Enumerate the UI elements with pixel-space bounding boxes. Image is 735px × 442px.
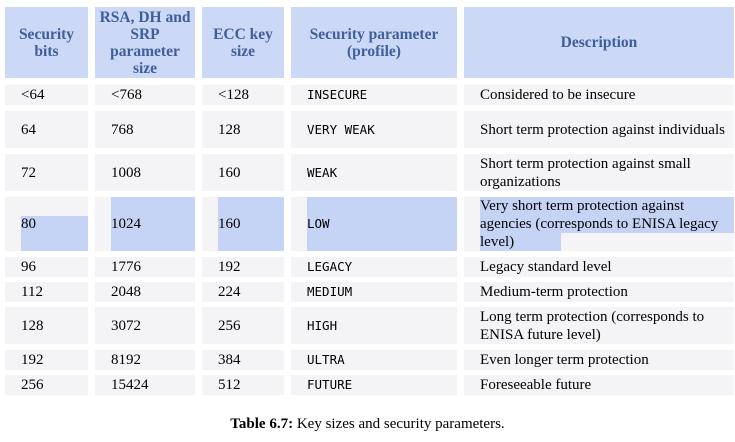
cell-description: Very short term protection against agencies (corresponds to ENISA legacy level) xyxy=(464,197,734,251)
cell-description: Medium-term protection xyxy=(464,282,734,302)
cell-description: Short term protection against small organizations xyxy=(464,154,734,191)
cell-profile: ULTRA xyxy=(291,350,457,370)
cell-profile: HIGH xyxy=(291,307,457,344)
cell-security-bits: 128 xyxy=(5,307,88,344)
header-security-parameter: Security parameter (profile) xyxy=(291,7,457,78)
cell-profile: WEAK xyxy=(291,154,457,191)
cell-profile: INSECURE xyxy=(291,85,457,105)
table-row xyxy=(0,282,735,302)
cell-ecc-size: 192 xyxy=(202,257,284,277)
table-row xyxy=(0,350,735,370)
cell-description: Legacy standard level xyxy=(464,257,734,277)
cell-ecc-size: <128 xyxy=(202,85,284,105)
cell-description: Even longer term protection xyxy=(464,350,734,370)
cell-rsa-size: <768 xyxy=(95,85,195,105)
table-row xyxy=(0,197,735,251)
table-row xyxy=(0,307,735,344)
table-header-row xyxy=(0,7,735,78)
header-description: Description xyxy=(464,7,734,78)
cell-security-bits: 80 xyxy=(5,197,88,251)
cell-rsa-size: 3072 xyxy=(95,307,195,344)
caption-text: Key sizes and security parameters. xyxy=(293,416,505,432)
table-caption xyxy=(0,416,735,433)
cell-security-bits: 192 xyxy=(5,350,88,370)
cell-profile: LOW xyxy=(291,197,457,251)
cell-security-bits: 72 xyxy=(5,154,88,191)
cell-rsa-size: 15424 xyxy=(95,375,195,395)
cell-profile: FUTURE xyxy=(291,375,457,395)
cell-rsa-size: 768 xyxy=(95,111,195,148)
header-ecc-key-size: ECC key size xyxy=(202,7,284,78)
cell-ecc-size: 512 xyxy=(202,375,284,395)
cell-security-bits: 256 xyxy=(5,375,88,395)
cell-rsa-size: 1024 xyxy=(95,197,195,251)
table-row xyxy=(0,85,735,105)
cell-ecc-size: 384 xyxy=(202,350,284,370)
cell-rsa-size: 8192 xyxy=(95,350,195,370)
table-row xyxy=(0,375,735,395)
caption-label: Table 6.7: xyxy=(230,416,294,432)
cell-rsa-size: 1008 xyxy=(95,154,195,191)
header-rsa-dh-srp-size: RSA, DH and SRP parameter size xyxy=(95,7,195,78)
cell-security-bits: 96 xyxy=(5,257,88,277)
cell-ecc-size: 224 xyxy=(202,282,284,302)
table-row xyxy=(0,257,735,277)
header-security-bits: Security bits xyxy=(5,7,88,78)
cell-ecc-size: 256 xyxy=(202,307,284,344)
cell-profile: VERY WEAK xyxy=(291,111,457,148)
cell-profile: MEDIUM xyxy=(291,282,457,302)
cell-security-bits: 64 xyxy=(5,111,88,148)
cell-rsa-size: 2048 xyxy=(95,282,195,302)
cell-ecc-size: 160 xyxy=(202,154,284,191)
cell-description: Foreseeable future xyxy=(464,375,734,395)
cell-description: Considered to be insecure xyxy=(464,85,734,105)
cell-description: Long term protection (corresponds to ENISA future level) xyxy=(464,307,734,344)
cell-rsa-size: 1776 xyxy=(95,257,195,277)
cell-ecc-size: 160 xyxy=(202,197,284,251)
cell-profile: LEGACY xyxy=(291,257,457,277)
cell-security-bits: <64 xyxy=(5,85,88,105)
cell-ecc-size: 128 xyxy=(202,111,284,148)
cell-security-bits: 112 xyxy=(5,282,88,302)
table-row xyxy=(0,111,735,148)
table-row xyxy=(0,154,735,191)
cell-description: Short term protection against individuals xyxy=(464,111,734,148)
